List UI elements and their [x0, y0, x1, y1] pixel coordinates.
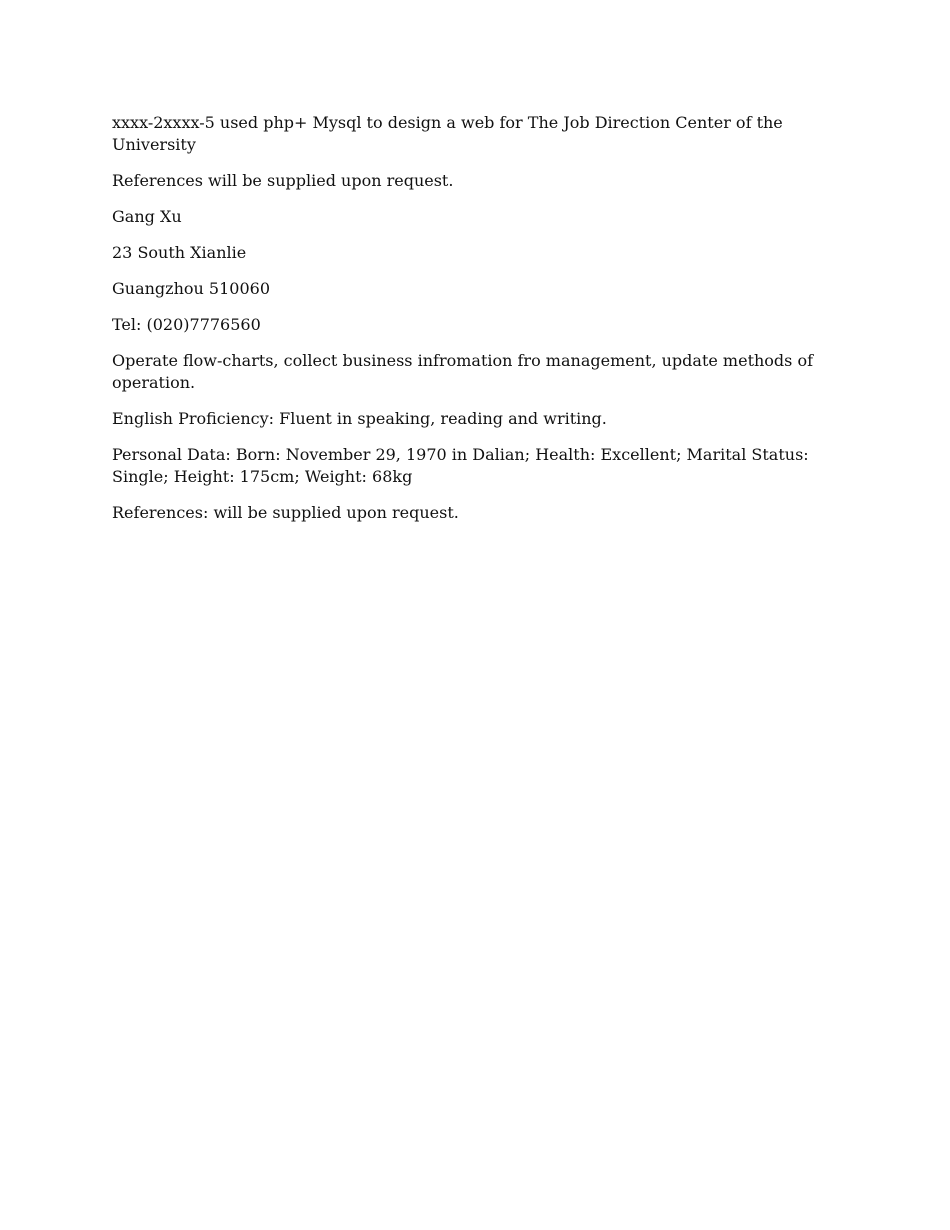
contact-name: Gang Xu: [112, 207, 182, 226]
contact-city: Guangzhou 510060: [112, 279, 271, 298]
project-experience-paragraph: xxxx-2xxxx-5 used php+ Mysql to design a web for The Job Direction Center of the University: [112, 113, 783, 154]
document-body: [112, 112, 842, 538]
contact-phone: Tel: (020)7776560: [112, 315, 261, 334]
references-line: References: will be supplied upon request.: [112, 503, 459, 522]
contact-street: 23 South Xianlie: [112, 243, 247, 262]
personal-data: Personal Data: Born: November 29, 1970 in Dalian; Health: Excellent; Marital Status: Single; Height: 175cm; Weight: 68kg: [112, 445, 809, 486]
duties-paragraph: Operate flow-charts, collect business infromation fro management, update methods of operation.: [112, 351, 814, 392]
english-proficiency: English Proficiency: Fluent in speaking, reading and writing.: [112, 409, 607, 428]
references-note: References will be supplied upon request.: [112, 171, 454, 190]
